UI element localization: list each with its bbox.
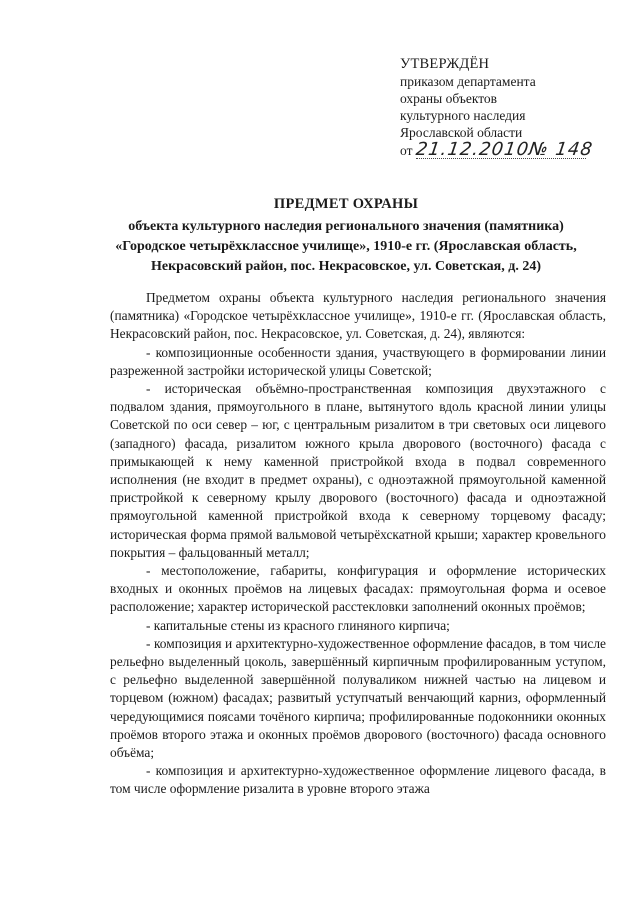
date-underline [416,158,586,159]
document-title-block [96,194,596,277]
body-paragraph: - местоположение, габариты, конфигурация и оформление исторических входных и оконных проёмов на лицевых фасадах: прямоугольная форма и осевое расположение; характер исторической расстекловки заполнений оконных проёмов; [110,563,606,615]
handwritten-date: 21.12.2010№ 148 [414,139,595,160]
body-paragraph: - капитальные стены из красного глиняного кирпича; [146,617,450,633]
approval-line: Ярославской области [400,125,523,140]
body-paragraph: - композиция и архитектурно-художественное оформление фасадов, в том числе рельефно выделенный цоколь, завершённый кирпичным профилированным уступом, с рельефно выделенной завершённой полувaликом нижней частью на лицевом и торцевом (южном) фасадах; развитый уступчатый венчающий карниз, оформленный чередующимися поясами точёного кирпича; профилированные подоконники оконных проёмов второго этажа и оконных проёмов дворового (восточного) фасада основного объёма; [110,635,606,761]
body-paragraph: - композиция и архитектурно-художественное оформление лицевого фасада, в том числе оформление ризалита в уровне второго этажа [110,763,606,797]
document-body [110,289,606,799]
approval-line: культурного наследия [400,108,526,123]
date-prefix: от [400,143,413,158]
approval-line: охраны объектов [400,91,498,106]
body-paragraph: - композиционные особенности здания, участвующего в формировании линии разреженной застройки исторической улицы Советской; [110,344,606,378]
approval-heading: УТВЕРЖДЁН [400,56,490,72]
approval-stamp [400,56,620,159]
document-subtitle: объекта культурного наследия регионального значения (памятника) «Городское четырёхклассное училище», 1910-е гг. (Ярославская область, Некрасовский район, пос. Некрасовское, ул. Советская, д. 24) [115,219,577,274]
body-paragraph: Предметом охраны объекта культурного наследия регионального значения (памятника) «Городское четырёхклассное училище», 1910-е гг. (Ярославская область, Некрасовский район, пос. Некрасовское, ул. Советская, д. 24), являются: [110,290,606,342]
document-title: ПРЕДМЕТ ОХРАНЫ [273,196,419,212]
body-paragraph: - историческая объёмно-пространственная композиция двухэтажного с подвалом здания, прямоугольного в плане, вытянутого вдоль красной линии улицы Советской по оси север – юг, с центральным ризалитом в три световых оси лицевого (западного) фасада, ризалитом южного крыла дворового (восточного) фасада с примыкающей к нему каменной пристройкой входа в подвал современного исполнения (не входит в предмет охраны), с одноэтажной прямоугольной каменной пристройкой к северному крылу дворового (восточного) фасада и одноэтажной прямоугольной каменной пристройкой входа к северному торцевому фасаду; историческая форма прямой вальмовой четырёхскатной крыши; характер кровельного покрытия – фальцованный металл; [110,381,606,560]
approval-date-row [400,141,620,159]
approval-line: приказом департамента [400,74,536,89]
